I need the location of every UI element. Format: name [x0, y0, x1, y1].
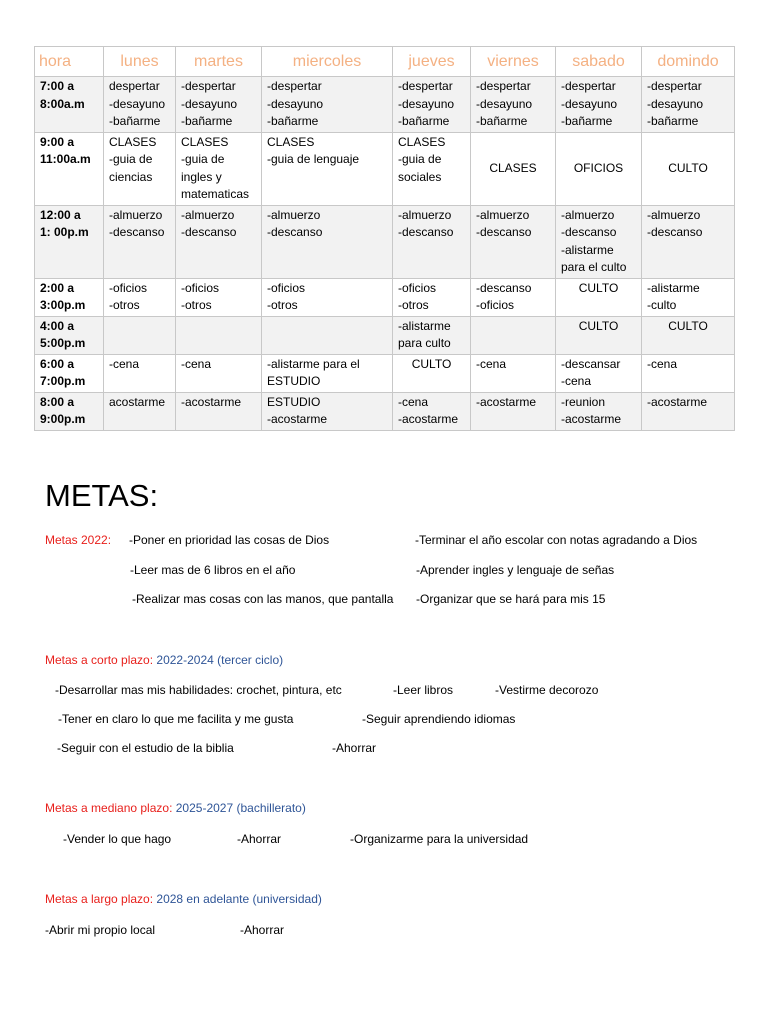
table-row — [35, 278, 735, 316]
goals-title: METAS: — [45, 478, 159, 513]
table-cell: -despertar -desayuno -bañarme — [176, 77, 262, 133]
goals-2022-item: -Terminar el año escolar con notas agradando a Dios — [415, 533, 698, 547]
header-domindo: domindo — [642, 47, 735, 77]
table-cell: -cena — [642, 354, 735, 392]
table-cell: -acostarme — [176, 392, 262, 430]
goals-medium-item: -Ahorrar — [237, 832, 282, 846]
goals-short-item: -Vestirme decorozo — [495, 683, 599, 697]
goals-2022-label: Metas 2022: — [45, 533, 112, 547]
table-cell: CLASES — [471, 132, 556, 205]
goals-short-item: -Desarrollar mas mis habilidades: crochet, pintura, etc — [55, 683, 342, 697]
goals-2022-item: -Poner en prioridad las cosas de Dios — [129, 533, 330, 547]
table-cell: ESTUDIO -acostarme — [262, 392, 393, 430]
table-cell: CLASES -guia de ingles y matematicas — [176, 132, 262, 205]
hour-cell: 4:00 a 5:00p.m — [35, 316, 104, 354]
goals-short-label: Metas a corto plazo: — [45, 653, 154, 667]
table-cell — [471, 316, 556, 354]
table-cell: CULTO — [642, 132, 735, 205]
header-lunes: lunes — [104, 47, 176, 77]
goals-short-item: -Tener en claro lo que me facilita y me gusta — [58, 712, 294, 726]
goals-medium-period: 2025-2027 (bachillerato) — [175, 801, 306, 815]
hour-cell: 9:00 a 11:00a.m — [35, 132, 104, 205]
hour-cell: 7:00 a 8:00a.m — [35, 77, 104, 133]
goals-medium-heading — [45, 801, 306, 815]
header-miercoles: miercoles — [262, 47, 393, 77]
hour-cell: 8:00 a 9:00p.m — [35, 392, 104, 430]
goals-short-item: -Leer libros — [393, 683, 454, 697]
header-viernes: viernes — [471, 47, 556, 77]
goals-2022-item: -Aprender ingles y lenguaje de señas — [416, 563, 615, 577]
goals-2022-item: -Organizar que se hará para mis 15 — [416, 592, 606, 606]
weekly-schedule-table — [34, 46, 735, 431]
hour-cell: 2:00 a 3:00p.m — [35, 278, 104, 316]
table-cell: -almuerzo -descanso — [262, 205, 393, 278]
goals-medium-item: -Organizarme para la universidad — [350, 832, 529, 846]
goals-medium-item: -Vender lo que hago — [63, 832, 172, 846]
table-cell: -cena — [176, 354, 262, 392]
header-sabado: sabado — [556, 47, 642, 77]
goals-2022-item: -Realizar mas cosas con las manos, que pantalla — [132, 592, 394, 606]
table-cell: despertar -desayuno -bañarme — [104, 77, 176, 133]
table-cell: CLASES -guia de lenguaje — [262, 132, 393, 205]
table-cell: -cena — [471, 354, 556, 392]
table-cell: -despertar -desayuno -bañarme — [642, 77, 735, 133]
table-cell: -almuerzo -descanso -alistarme para el culto — [556, 205, 642, 278]
hour-cell: 12:00 a 1: 00p.m — [35, 205, 104, 278]
table-cell: -alistarme -culto — [642, 278, 735, 316]
table-row — [35, 316, 735, 354]
table-cell: -oficios -otros — [104, 278, 176, 316]
table-cell: CULTO — [556, 316, 642, 354]
table-cell: -reunion -acostarme — [556, 392, 642, 430]
table-row — [35, 132, 735, 205]
table-cell: -alistarme para el ESTUDIO — [262, 354, 393, 392]
goals-2022-item: -Leer mas de 6 libros en el año — [130, 563, 296, 577]
goals-long-item: -Abrir mi propio local — [45, 923, 156, 937]
table-cell — [104, 316, 176, 354]
table-cell: -cena -acostarme — [393, 392, 471, 430]
table-cell: CLASES -guia de ciencias — [104, 132, 176, 205]
table-cell: -despertar -desayuno -bañarme — [262, 77, 393, 133]
goals-short-item: -Seguir con el estudio de la biblia — [57, 741, 234, 755]
table-cell — [262, 316, 393, 354]
table-cell — [176, 316, 262, 354]
header-jueves: jueves — [393, 47, 471, 77]
header-hora: hora — [35, 47, 104, 77]
table-row — [35, 77, 735, 133]
table-cell: -descansar -cena — [556, 354, 642, 392]
goals-medium-label: Metas a mediano plazo: — [45, 801, 173, 815]
table-cell: -almuerzo -descanso — [393, 205, 471, 278]
table-cell: -alistarme para culto — [393, 316, 471, 354]
table-cell: -despertar -desayuno -bañarme — [471, 77, 556, 133]
table-cell: CULTO — [556, 278, 642, 316]
goals-long-label: Metas a largo plazo: — [45, 892, 154, 906]
goals-short-heading — [45, 653, 283, 667]
goals-short-item: -Seguir aprendiendo idiomas — [362, 712, 516, 726]
table-cell: -oficios -otros — [176, 278, 262, 316]
table-cell: CLASES -guia de sociales — [393, 132, 471, 205]
table-cell: acostarme — [104, 392, 176, 430]
table-cell: -almuerzo -descanso — [104, 205, 176, 278]
hour-cell: 6:00 a 7:00p.m — [35, 354, 104, 392]
goals-long-period: 2028 en adelante (universidad) — [156, 892, 322, 906]
table-row — [35, 354, 735, 392]
table-cell: -almuerzo -descanso — [471, 205, 556, 278]
goals-short-item: -Ahorrar — [332, 741, 377, 755]
schedule-header-row — [35, 47, 735, 77]
table-cell: -acostarme — [471, 392, 556, 430]
table-cell: -despertar -desayuno -bañarme — [393, 77, 471, 133]
table-row — [35, 205, 735, 278]
table-cell: CULTO — [642, 316, 735, 354]
table-cell: -oficios -otros — [393, 278, 471, 316]
table-cell: -despertar -desayuno -bañarme — [556, 77, 642, 133]
table-cell: -acostarme — [642, 392, 735, 430]
table-cell: -almuerzo -descanso — [642, 205, 735, 278]
table-row — [35, 392, 735, 430]
goals-short-period: 2022-2024 (tercer ciclo) — [156, 653, 284, 667]
table-cell: -oficios -otros — [262, 278, 393, 316]
header-martes: martes — [176, 47, 262, 77]
goals-2022-row-1 — [45, 533, 111, 547]
goals-long-item: -Ahorrar — [240, 923, 285, 937]
table-cell: -cena — [104, 354, 176, 392]
table-cell: OFICIOS — [556, 132, 642, 205]
table-cell: CULTO — [393, 354, 471, 392]
table-cell: -almuerzo -descanso — [176, 205, 262, 278]
goals-long-heading — [45, 892, 322, 906]
table-cell: -descanso -oficios — [471, 278, 556, 316]
